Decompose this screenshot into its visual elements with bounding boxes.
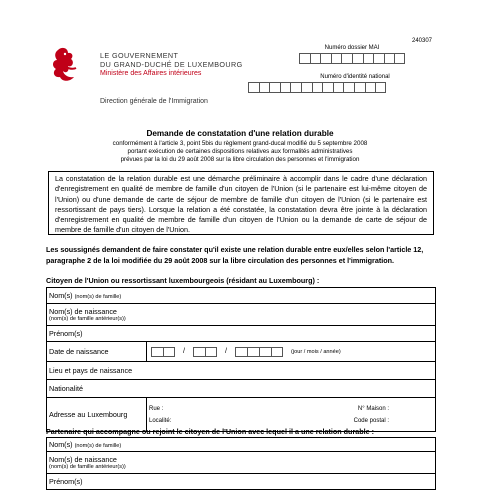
declaration-paragraph: Les soussignés demandent de faire constater qu'il existe une relation durable entre eux/elles selon l'article 12, paragraphe 2 de la loi modifiée du 29 août 2008 sur la libre circulation des personnes et l'immigration. [46,245,424,265]
dossier-number-boxes[interactable] [299,53,405,64]
gov-line-2: DU GRAND-DUCHÉ DE LUXEMBOURG [100,60,243,69]
id-label: Numéro d'identité national [320,74,390,80]
nationalite-field[interactable]: Nationalité [47,380,436,398]
reference-number: 240307 [412,38,433,44]
section-2-title: Partenaire qui accompagne ou rejoint le citoyen de l'Union avec lequel il a une relation durable : [46,427,375,436]
partner-nom-field[interactable]: Nom(s) (nom(s) de famille) [47,438,436,452]
lieu-field[interactable]: Lieu et pays de naissance [47,362,436,380]
id-number-boxes[interactable] [248,82,386,93]
date-label: Date de naissance [47,342,147,362]
nom-field[interactable]: Nom(s) (nom(s) de famille) [47,288,436,304]
date-field[interactable]: / / (jour / mois / année) [147,342,436,362]
nom-naissance-field[interactable]: Nom(s) de naissance (nom(s) de famille antérieur(s)) [47,304,436,326]
adresse-field[interactable]: Rue : N° Maison : Localité: Code postal : [147,398,436,432]
partner-prenom-field[interactable]: Prénom(s) [47,474,436,490]
section-1-table [46,287,436,432]
form-title: Demande de constatation d'une relation durable [146,129,334,138]
section-1-title: Citoyen de l'Union ou ressortissant luxembourgeois (résidant au Luxembourg) : [46,276,320,285]
direction-name: Direction générale de l'Immigration [100,98,208,105]
dossier-label: Numéro dossier MAI [324,45,380,51]
gov-line-1: LE GOUVERNEMENT [100,51,179,60]
lion-logo-icon [48,44,80,88]
form-subtitle: conformément à l'article 3, point 5bis du règlement grand-ducal modifié du 5 septembre 2008 portant exécution de certaines dispositions relatives aux formalités administratives prévues par la loi du 29 août 2008 sur la libre circulation des personnes et l'immigration [112,140,368,163]
intro-text-box: La constatation de la relation durable est une démarche préliminaire à accomplir dans le cadre d'une déclaration d'enregistrement en qualité de membre de famille d'un citoyen de l'Union (si le partenaire est lui-même citoyen de l'Union) ou d'une demande de carte de séjour de membre de famille d'un citoyen de l'Union (si le partenaire est ressortissant de pays tiers). Lorsque la relation a été constatée, la constatation devra être jointe à la déclaration d'enregistrement en qualité de membre de famille d'un citoyen de l'Union ou la demande de carte de séjour de membre de famille d'un citoyen de l'Union. [48,171,434,235]
partner-nom-naissance-field[interactable]: Nom(s) de naissance (nom(s) de famille antérieur(s)) [47,452,436,474]
prenom-field[interactable]: Prénom(s) [47,326,436,342]
section-2-table [46,437,436,490]
adresse-label: Adresse au Luxembourg [47,398,147,432]
ministry-name: Ministère des Affaires intérieures [100,70,202,77]
